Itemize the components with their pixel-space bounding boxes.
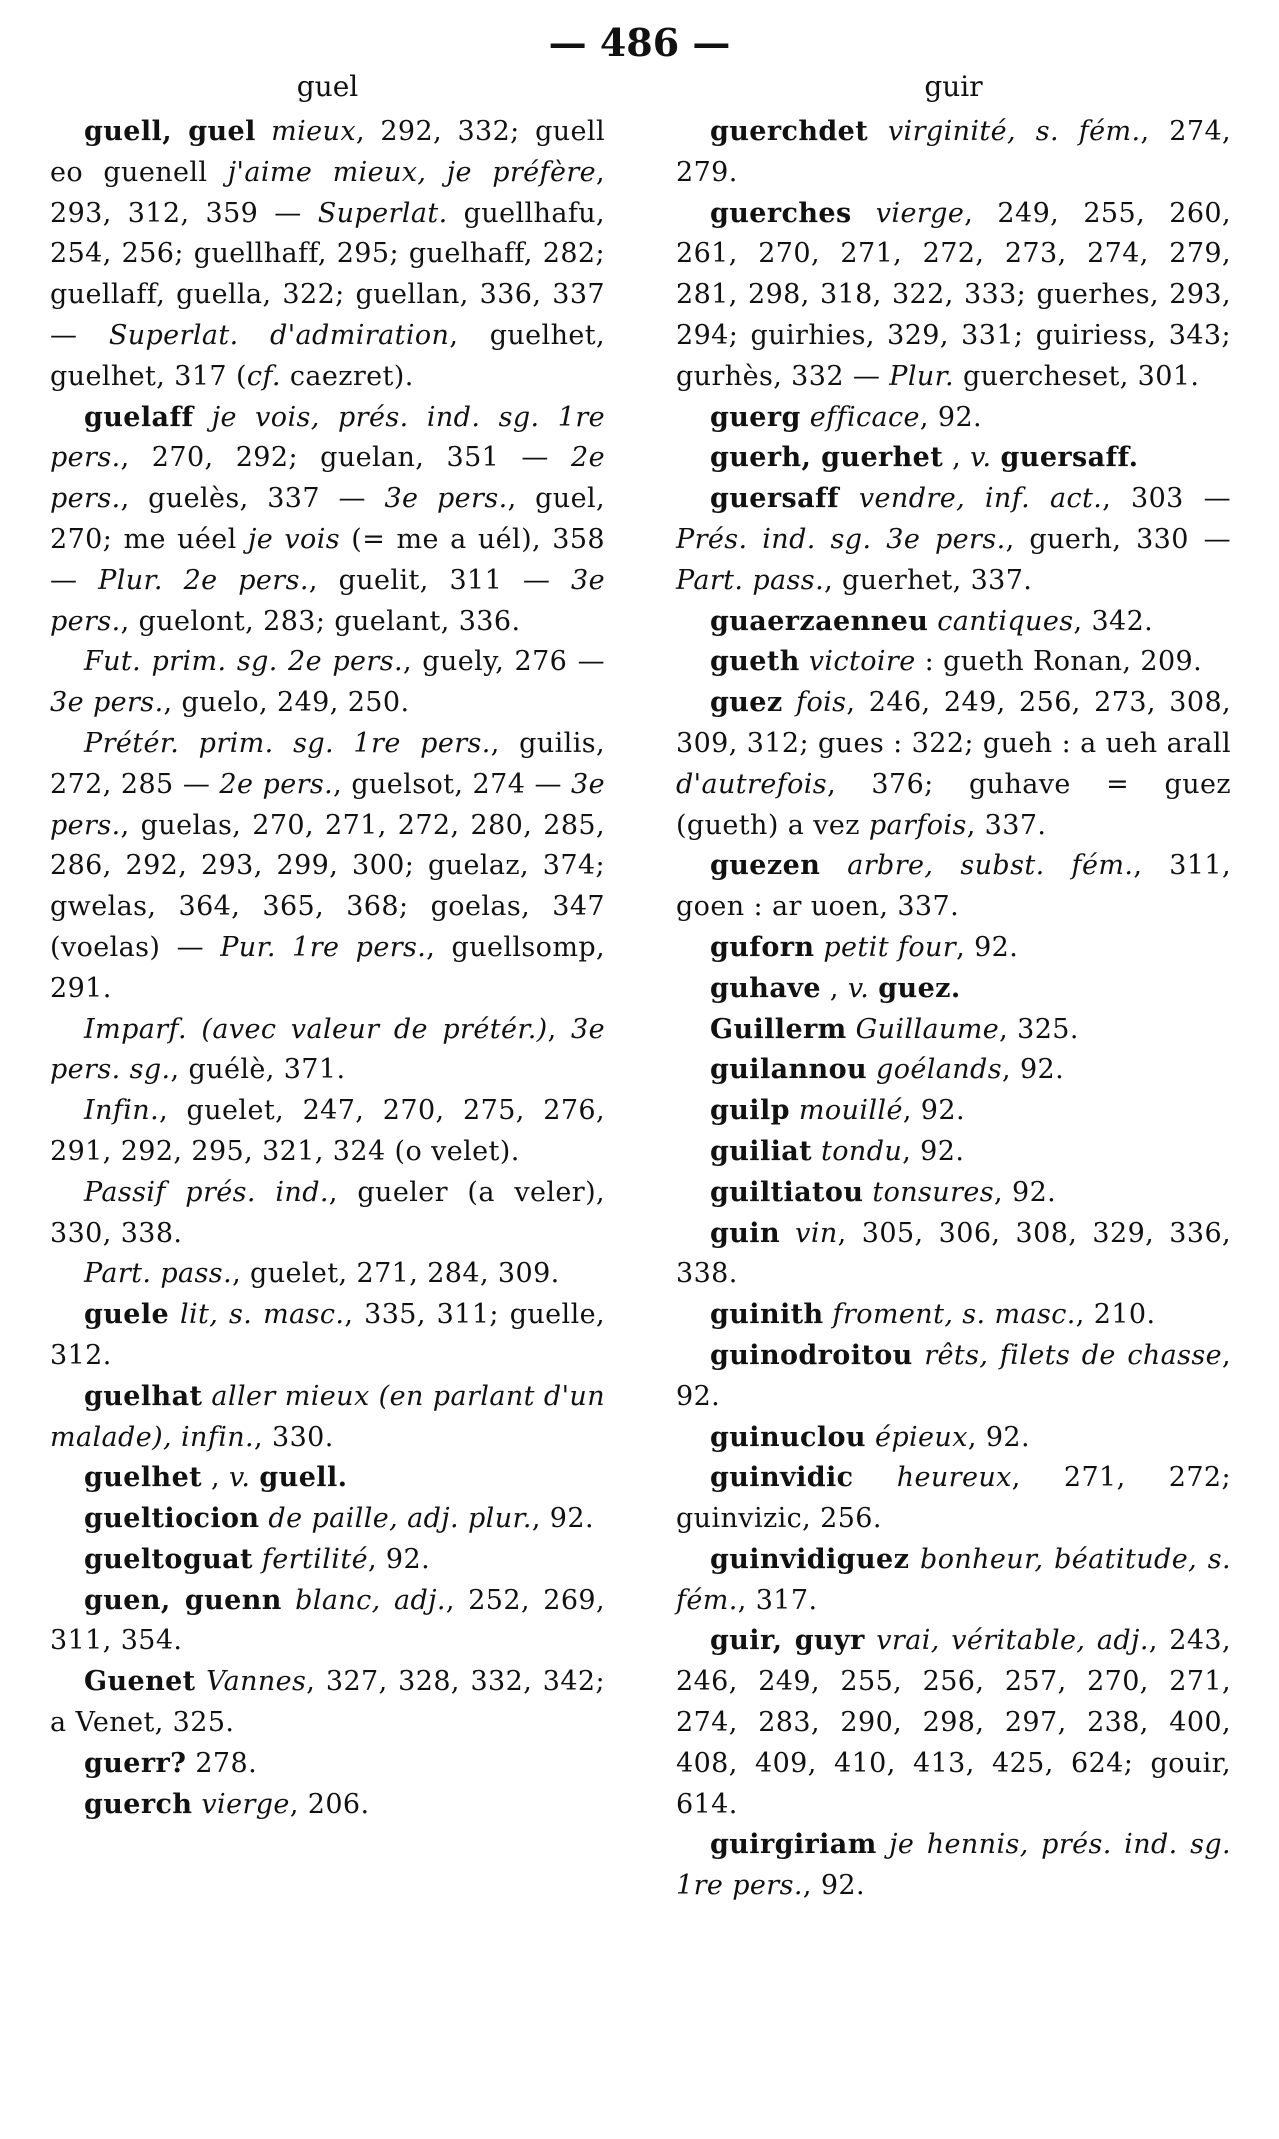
entry-text: , guelet, 271, 284, 309. [232, 1258, 560, 1290]
entry-text: , guel, 270; me uéel [50, 483, 605, 555]
entry-gloss: vendre, inf. act. [858, 483, 1103, 515]
entry-text: , 243, 246, 249, 255, 256, 257, 270, 271, 274, 283, 290, 298, 297, 238, 400, 408, 409, 410, 413, 425, 624; gouir, 614. [676, 1625, 1231, 1820]
entry-gloss: Superlat. d'admiration [108, 319, 450, 351]
entry-text: , 274, 279. [676, 116, 1231, 188]
entry-text: , guelsot, 274 — [333, 768, 572, 800]
entry-headword: guele [84, 1299, 170, 1331]
entry-headword: guhave [710, 972, 821, 1004]
entry-headword: guilp [710, 1095, 790, 1127]
entry-text: , 246, 249, 256, 273, 308, 309, 312; gues : 322; gueh : a ueh arall [676, 687, 1232, 759]
entry-text: , 376; guhave = guez (gueth) a vez [676, 768, 1231, 841]
dictionary-entry [676, 1825, 1231, 1907]
entry-gloss: de paille, adj. plur. [268, 1503, 532, 1535]
entry-text: , 92. [919, 401, 983, 433]
entry-gloss: 3e pers. [50, 768, 605, 841]
entry-headword: guersaff [710, 483, 840, 515]
entry-headword: guaerzaenneu [710, 605, 929, 637]
dictionary-entry [676, 683, 1231, 846]
dictionary-entry [676, 642, 1231, 683]
entry-gloss: d'autrefois [676, 768, 828, 800]
entry-headword: guez [710, 687, 783, 719]
entry-gloss: cf. [246, 360, 281, 392]
entry-text: , 92. [367, 1543, 431, 1575]
entry-text: , guelet, 247, 270, 275, 276, 291, 292, 295, 321, 324 (o velet). [50, 1095, 605, 1167]
left-column [50, 62, 605, 1825]
entry-gloss: v. [228, 1462, 251, 1494]
entry-text: , 293, 312, 359 — [50, 156, 605, 229]
entry-headword: guinith [710, 1299, 824, 1331]
entry-headword: guelhet [84, 1462, 203, 1494]
entry-text: , guélè, 371. [170, 1054, 346, 1086]
entry-text: , 92. [531, 1503, 594, 1535]
entry-gloss: victoire [808, 646, 916, 678]
entry-text: , 303 — [1102, 483, 1231, 515]
entry-headword: guerchdet [710, 116, 869, 147]
right-column [676, 62, 1231, 1907]
entry-text: , [547, 1013, 572, 1045]
left-column-entries [50, 112, 605, 1825]
entry-text: , [952, 442, 971, 474]
entry-headword: guerr? [84, 1747, 187, 1779]
entry-headword: guinuclou [710, 1421, 866, 1453]
dictionary-entry [676, 1418, 1231, 1459]
entry-gloss: fois [796, 687, 847, 719]
page-number: — 486 — [548, 20, 731, 65]
dictionary-entry [676, 1540, 1231, 1622]
entry-headword: guelaff [84, 401, 194, 433]
entry-gloss: tonsures [872, 1176, 995, 1208]
entry-gloss: vrai, véritable, adj. [876, 1625, 1149, 1657]
entry-gloss: heureux [896, 1462, 1012, 1494]
entry-text: , guelo, 249, 250. [163, 687, 410, 719]
entry-text: , 252, 269, 311, 354. [50, 1584, 605, 1657]
entry-headword: guin [710, 1217, 780, 1249]
entry-gloss: vierge [875, 197, 965, 229]
dictionary-entry [676, 846, 1231, 928]
entry-text: : gueth Ronan, 209. [915, 646, 1203, 678]
entry-gloss: mieux [271, 116, 356, 147]
dictionary-entry [676, 398, 1231, 439]
dictionary-entry [50, 1377, 605, 1459]
entry-gloss: 3e pers. [50, 564, 605, 637]
entry-headword: Guillerm [710, 1013, 847, 1045]
entry-text: , 317. [737, 1584, 818, 1616]
entry-headword: guiliat [710, 1135, 813, 1167]
entry-gloss: mouillé [798, 1095, 903, 1127]
entry-text: , 92. [802, 1870, 865, 1902]
entry-headword: guforn [710, 931, 815, 963]
entry-text: , 270, 292; guelan, 351 — [120, 442, 572, 474]
entry-text: , 210. [1075, 1299, 1156, 1331]
dictionary-entry [676, 1173, 1231, 1214]
entry-gloss: froment, s. masc. [832, 1299, 1076, 1331]
entry-gloss: Imparf. (avec valeur de prétér.) [84, 1013, 548, 1045]
entry-headword: gueltiocion [84, 1503, 260, 1535]
entry-text: , guelas, 270, 271, 272, 280, 285, 286, 292, 293, 299, 300; guelaz, 374; gwelas, 364, 365, 368; goelas, 347 (voelas) — [50, 809, 605, 963]
entry-headword: guinvidic [710, 1462, 854, 1494]
entry-text: , guilis, 272, 285 — [50, 727, 605, 800]
entry-text: guercheset, 301. [954, 360, 1200, 392]
entry-text: , 335, 311; guelle, 312. [50, 1299, 605, 1371]
right-column-entries [676, 112, 1231, 1907]
entry-text: , 92. [676, 1339, 1231, 1412]
entry-text: , guelit, 311 — [308, 564, 572, 596]
entry-gloss: Part. pass. [84, 1258, 233, 1290]
dictionary-entry [50, 112, 605, 398]
entry-text: , 92. [967, 1421, 1030, 1453]
dictionary-entry [50, 1581, 605, 1663]
entry-text: , guelhet, guelhet, 317 ( [50, 319, 605, 392]
entry-gloss: Plur. 2e pers. [98, 564, 309, 596]
dictionary-entry [50, 1540, 605, 1581]
entry-headword: Guenet [84, 1666, 196, 1698]
entry-headword: guilannou [710, 1054, 868, 1086]
entry-text: , 327, 328, 332, 342; a Venet, 325. [50, 1666, 606, 1739]
entry-gloss: je vois, prés. ind. sg. 1re pers. [50, 401, 606, 474]
entry-headword: guinodroitou [710, 1339, 913, 1371]
entry-text: , 92. [994, 1176, 1057, 1208]
entry-gloss: vierge [201, 1788, 290, 1820]
dictionary-entry [50, 1499, 605, 1540]
entry-text: guellhafu, 254, 256; guellhaff, 295; guelhaff, 282; guellaff, guella, 322; guellan, 336, 337 — [50, 197, 605, 351]
right-column-header: guir [924, 70, 983, 103]
entry-text: , 249, 255, 260, 261, 270, 271, 272, 273, 274, 279, 281, 298, 318, 322, 333; guerhes, 293, 294; guirhies, 329, 331; guiriess, 343; gurhès, 332 — [676, 197, 1231, 392]
left-column-header: guel [296, 70, 359, 103]
entry-text: , 271, 272; guinvizic, 256. [676, 1462, 1231, 1535]
entry-gloss: v. [847, 972, 870, 1004]
dictionary-entry [676, 602, 1231, 643]
entry-gloss: 3e pers. sg. [50, 1013, 605, 1086]
entry-gloss: 2e pers. [50, 442, 605, 515]
entry-gloss: v. [970, 442, 992, 474]
entry-headword: gueth [710, 646, 800, 678]
entry-headword: guerh, guerhet [710, 442, 944, 474]
entry-gloss: cantiques [937, 605, 1074, 637]
entry-headword: guelhat [84, 1380, 203, 1412]
dictionary-entry [676, 479, 1231, 601]
entry-gloss: virginité, s. fém. [887, 116, 1141, 147]
dictionary-entry [676, 1295, 1231, 1336]
entry-text: , 342. [1073, 605, 1154, 637]
entry-gloss: fertilité [261, 1543, 368, 1575]
entry-gloss: Vannes [206, 1666, 307, 1698]
dictionary-entry [50, 1744, 605, 1785]
entry-gloss: je vois [247, 523, 340, 555]
dictionary-entry [50, 398, 605, 643]
entry-text: , 330. [254, 1421, 334, 1453]
entry-crossref: guez. [878, 972, 961, 1004]
dictionary-entry [50, 642, 605, 724]
dictionary-entry [676, 194, 1231, 398]
entry-text: , guelont, 283; guelant, 336. [120, 605, 521, 637]
entry-gloss: bonheur, béatitude, s. fém. [676, 1543, 1231, 1616]
dictionary-entry [50, 1458, 605, 1499]
entry-headword: guell, guel [84, 116, 256, 147]
entry-gloss: 3e pers. [384, 483, 508, 515]
entry-gloss: je hennis, prés. ind. sg. 1re pers. [676, 1829, 1232, 1902]
dictionary-entry [676, 438, 1231, 479]
entry-text: , [829, 972, 848, 1004]
entry-gloss: petit four [823, 931, 957, 963]
entry-text: , guelès, 337 — [120, 483, 385, 515]
dictionary-entry [50, 1662, 605, 1744]
entry-gloss: aller mieux (en parlant d'un malade), infin. [50, 1380, 606, 1453]
entry-text: , guellsomp, 291. [50, 931, 606, 1004]
entry-text: , guerhet, 337. [824, 564, 1033, 596]
entry-gloss: blanc, adj. [295, 1584, 446, 1616]
dictionary-entry [50, 1173, 605, 1255]
entry-text: , guely, 276 — [402, 646, 605, 678]
entry-headword: guerg [710, 401, 801, 433]
entry-text: , 92. [956, 931, 1019, 963]
dictionary-entry [676, 1010, 1231, 1051]
entry-crossref: guell. [259, 1462, 348, 1494]
dictionary-entry [676, 1336, 1231, 1418]
entry-gloss: épieux [874, 1421, 968, 1453]
entry-gloss: Part. pass. [676, 564, 825, 596]
dictionary-entry [50, 724, 605, 1010]
entry-headword: guen, guenn [84, 1584, 282, 1616]
entry-gloss: Prés. ind. sg. 3e pers. [676, 523, 1006, 555]
entry-text: , 92. [902, 1095, 965, 1127]
entry-text [992, 442, 1001, 473]
entry-text: caezret). [280, 360, 414, 392]
entry-gloss: Superlat. [317, 197, 448, 229]
entry-gloss: Guillaume [855, 1013, 1000, 1045]
entry-text: , 311, goen : ar uoen, 337. [676, 850, 1231, 923]
dictionary-entry [676, 1050, 1231, 1091]
entry-headword: guirgiriam [710, 1829, 877, 1861]
entry-gloss: 2e pers. [219, 768, 334, 800]
dictionary-entry [50, 1254, 605, 1295]
entry-text: , 92. [902, 1135, 965, 1167]
entry-text: , 337. [966, 809, 1047, 841]
dictionary-entry [676, 969, 1231, 1010]
dictionary-entry [50, 1091, 605, 1173]
entry-text: 278. [195, 1747, 258, 1779]
dictionary-entry [50, 1785, 605, 1826]
entry-headword: guinvidiguez [710, 1543, 910, 1575]
entry-gloss: Pur. 1re pers. [220, 931, 427, 963]
entry-headword: guiltiatou [710, 1176, 864, 1208]
entry-text: , 305, 306, 308, 329, 336, 338. [676, 1217, 1232, 1290]
entry-text: , 325. [999, 1013, 1079, 1045]
entry-gloss: 3e pers. [50, 687, 164, 719]
entry-text: , 92. [1002, 1054, 1065, 1086]
dictionary-entry [676, 1132, 1231, 1173]
entry-gloss: arbre, subst. fém. [847, 850, 1134, 882]
entry-gloss: rêts, filets de chasse [924, 1339, 1223, 1371]
entry-text: , [211, 1462, 229, 1494]
entry-text: , gueler (a veler), 330, 338. [50, 1176, 605, 1249]
entry-gloss: Passif prés. ind. [84, 1176, 329, 1208]
entry-gloss: Prétér. prim. sg. 1re pers. [84, 727, 491, 759]
entry-text: , guerh, 330 — [1005, 523, 1232, 555]
entry-text: , 292, 332; guell eo guenell [50, 116, 605, 188]
entry-gloss: Infin. [84, 1095, 160, 1127]
entry-crossref: guersaff. [1000, 442, 1139, 474]
entry-gloss: lit, s. masc. [179, 1299, 345, 1331]
entry-headword: guezen [710, 850, 821, 882]
dictionary-entry [676, 1214, 1231, 1296]
entry-gloss: parfois [868, 809, 967, 841]
dictionary-entry [50, 1010, 605, 1092]
dictionary-entry [676, 112, 1231, 194]
entry-headword: guerch [84, 1788, 193, 1820]
entry-gloss: Plur. [889, 360, 954, 392]
entry-headword: gueltoguat [84, 1543, 253, 1575]
entry-text [869, 973, 878, 1004]
dictionary-entry [50, 1295, 605, 1377]
entry-gloss: goélands [876, 1054, 1002, 1086]
entry-gloss: efficace [809, 401, 920, 433]
entry-gloss: tondu [821, 1135, 903, 1167]
entry-gloss: j'aime mieux, je préfère [227, 156, 597, 188]
entry-text: (= me a uél), 358 — [50, 523, 605, 596]
dictionary-entry [676, 928, 1231, 969]
entry-text: , 206. [289, 1788, 370, 1820]
dictionary-entry [676, 1091, 1231, 1132]
entry-headword: guerches [710, 197, 852, 229]
entry-gloss: vin [795, 1217, 838, 1249]
entry-gloss: Fut. prim. sg. 2e pers. [84, 646, 403, 678]
dictionary-entry [676, 1621, 1231, 1825]
entry-headword: guir, guyr [710, 1625, 865, 1657]
dictionary-entry [676, 1458, 1231, 1540]
